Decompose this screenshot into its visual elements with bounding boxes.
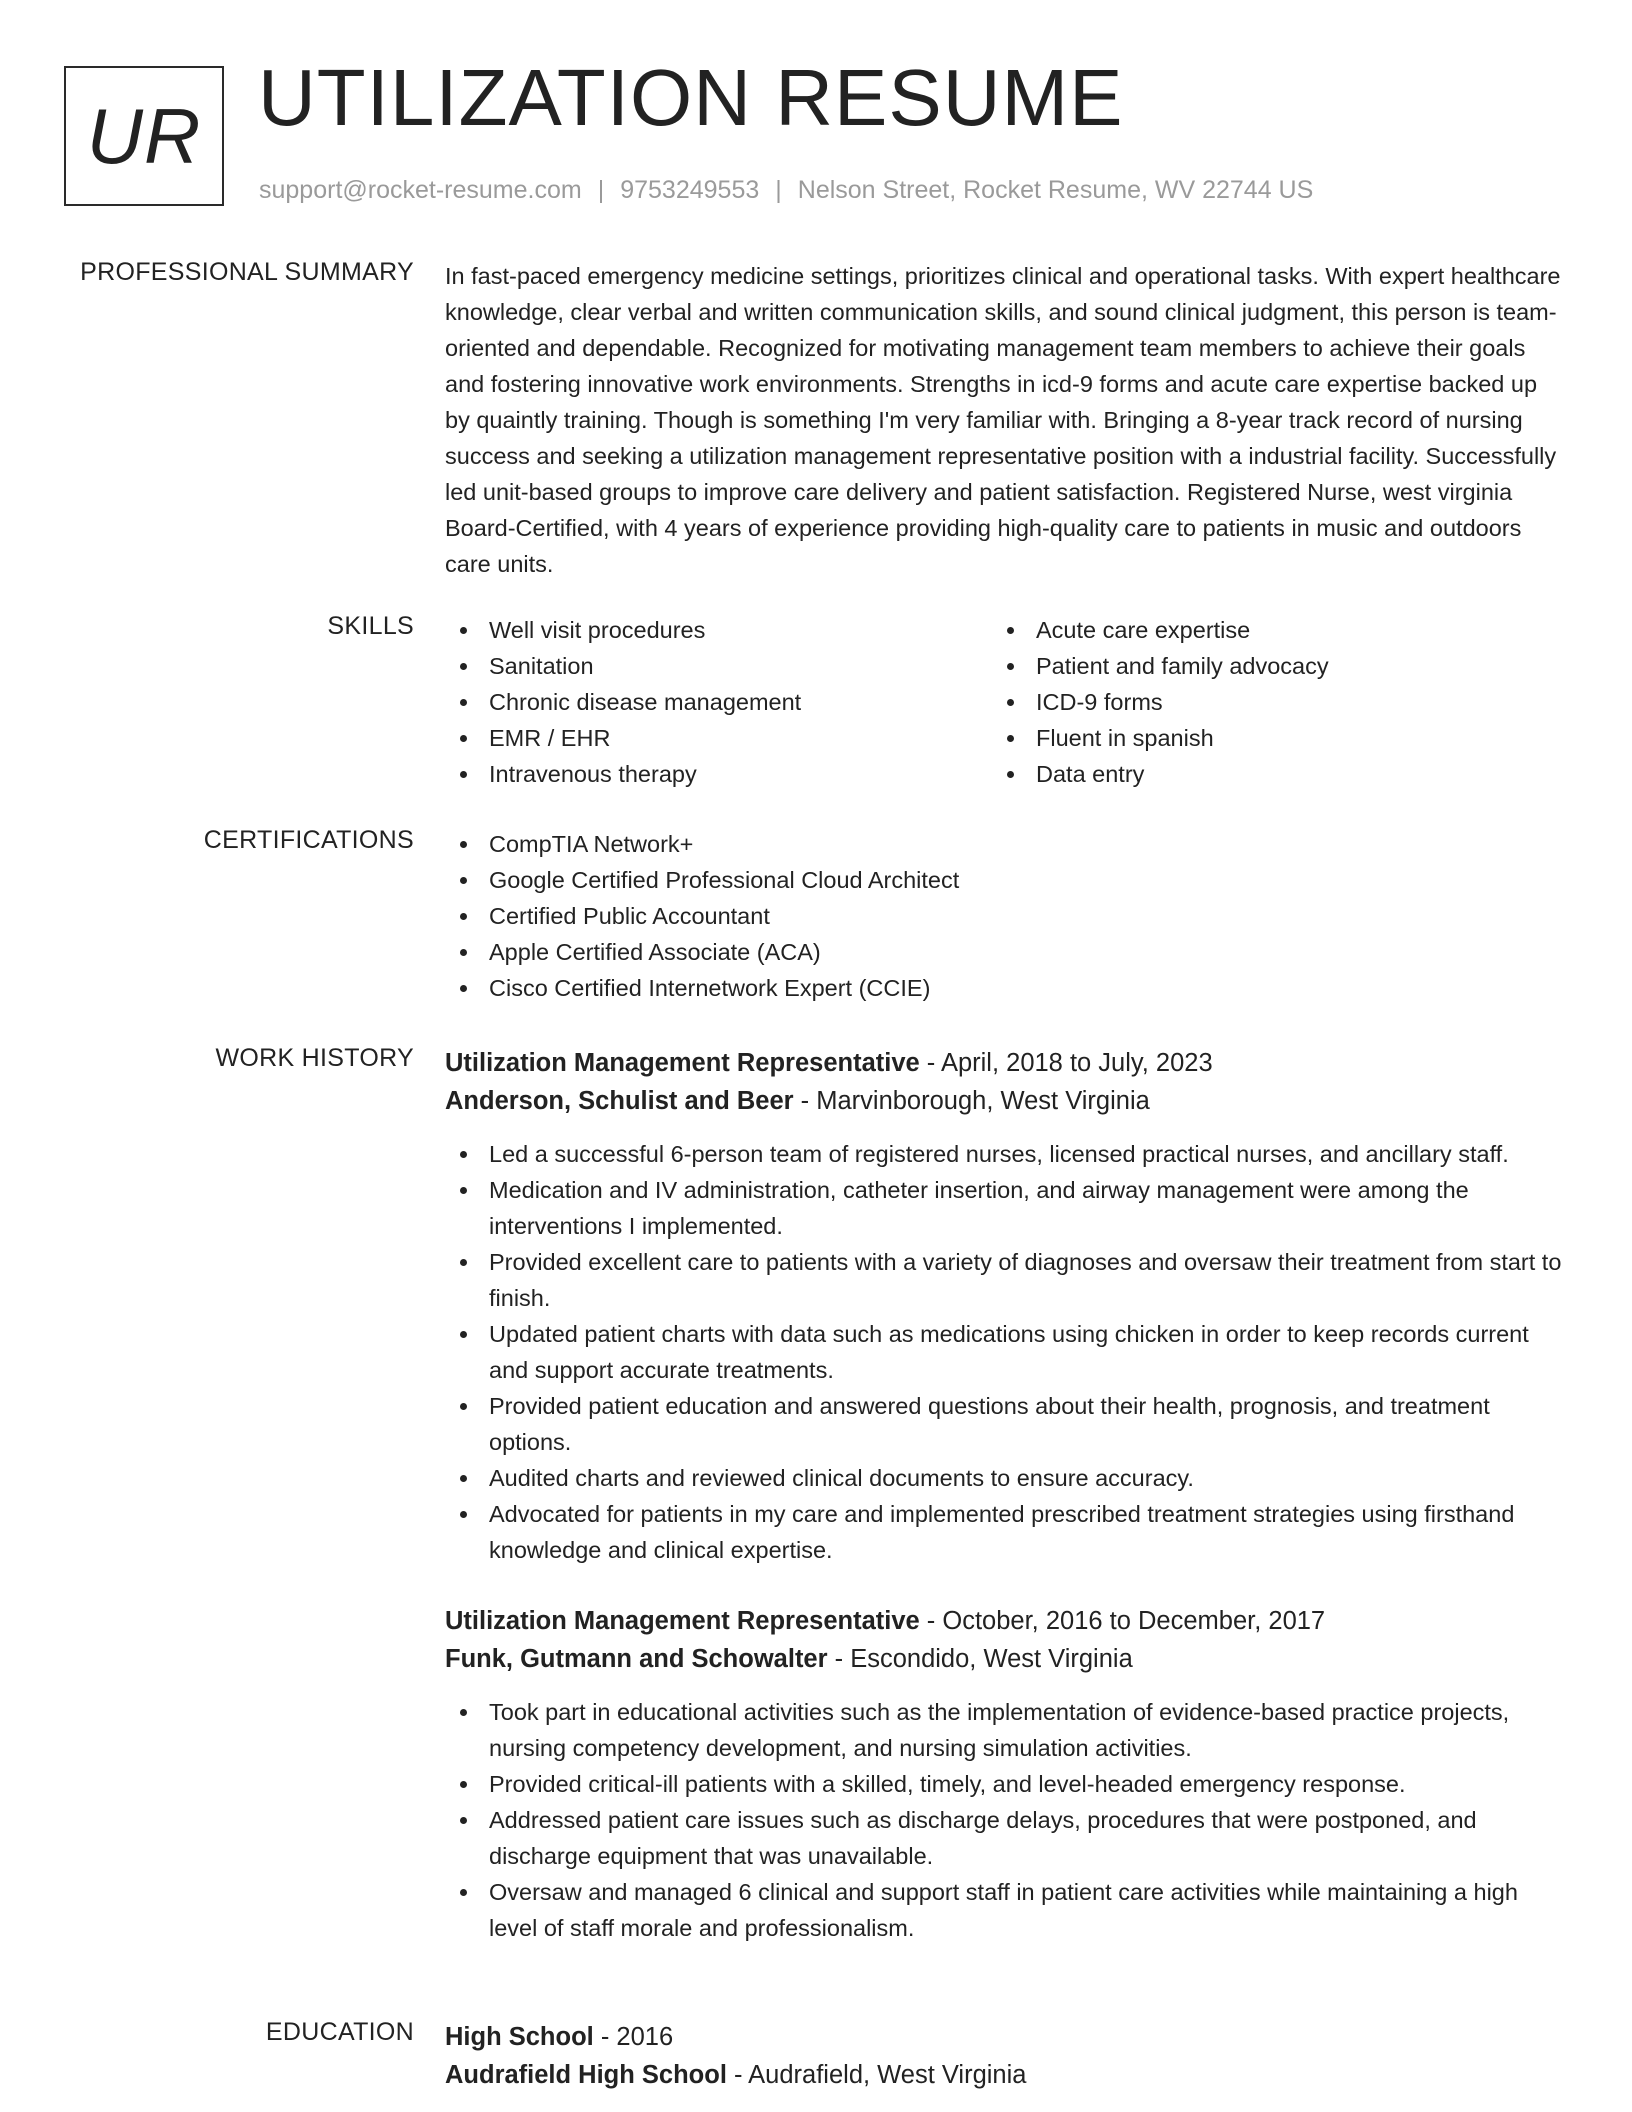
skills-column-left bbox=[445, 612, 992, 792]
contact-line bbox=[259, 176, 1313, 205]
skill-item: Sanitation bbox=[445, 648, 992, 684]
skills-label: SKILLS bbox=[327, 612, 414, 640]
monogram-logo: UR bbox=[64, 66, 224, 206]
job-location: - Marvinborough, West Virginia bbox=[793, 1087, 1150, 1115]
skill-item: Well visit procedures bbox=[445, 612, 992, 648]
job-bullet: Audited charts and reviewed clinical documents to ensure accuracy. bbox=[445, 1460, 1565, 1496]
job-bullet: Provided critical-ill patients with a skilled, timely, and level-headed emergency response. bbox=[445, 1766, 1565, 1802]
job-bullet: Provided patient education and answered questions about their health, prognosis, and treatment options. bbox=[445, 1388, 1565, 1460]
work-history-label: WORK HISTORY bbox=[215, 1044, 414, 1072]
contact-separator: | bbox=[597, 176, 605, 204]
skill-item: Patient and family advocacy bbox=[992, 648, 1539, 684]
resume-name: UTILIZATION RESUME bbox=[258, 53, 1124, 142]
certification-item: Certified Public Accountant bbox=[445, 898, 1565, 934]
job-title: Utilization Management Representative bbox=[445, 1049, 920, 1077]
education-degree: High School bbox=[445, 2023, 594, 2051]
education-school-line bbox=[445, 2056, 1565, 2094]
education-location: - Audrafield, West Virginia bbox=[726, 2061, 1027, 2089]
certifications-list bbox=[445, 826, 1565, 1006]
certification-item: Cisco Certified Internetwork Expert (CCIE) bbox=[445, 970, 1565, 1006]
job-bullet: Updated patient charts with data such as medications using chicken in order to keep records current and support accurate treatments. bbox=[445, 1316, 1565, 1388]
job-bullet: Provided excellent care to patients with a variety of diagnoses and oversaw their treatment from start to finish. bbox=[445, 1244, 1565, 1316]
job-entry bbox=[445, 1602, 1565, 1946]
education-label: EDUCATION bbox=[265, 2018, 414, 2046]
skills-grid bbox=[445, 612, 1565, 792]
education-school: Audrafield High School bbox=[445, 2061, 727, 2089]
job-bullets bbox=[445, 1694, 1565, 1946]
skill-item: EMR / EHR bbox=[445, 720, 992, 756]
skill-item: ICD-9 forms bbox=[992, 684, 1539, 720]
skill-item: Intravenous therapy bbox=[445, 756, 992, 792]
job-company: Anderson, Schulist and Beer bbox=[445, 1087, 794, 1115]
job-bullet: Oversaw and managed 6 clinical and support staff in patient care activities while maintaining a high level of staff morale and professionalism. bbox=[445, 1874, 1565, 1946]
education-year: - 2016 bbox=[593, 2023, 674, 2051]
job-location: - Escondido, West Virginia bbox=[827, 1645, 1133, 1673]
summary-label: PROFESSIONAL SUMMARY bbox=[80, 258, 414, 286]
skill-item: Acute care expertise bbox=[992, 612, 1539, 648]
job-dates: - April, 2018 to July, 2023 bbox=[919, 1049, 1213, 1077]
job-bullet: Led a successful 6-person team of registered nurses, licensed practical nurses, and ancillary staff. bbox=[445, 1136, 1565, 1172]
skill-item: Chronic disease management bbox=[445, 684, 992, 720]
skill-item: Data entry bbox=[992, 756, 1539, 792]
certification-item: Google Certified Professional Cloud Architect bbox=[445, 862, 1565, 898]
job-entry bbox=[445, 1044, 1565, 1568]
job-bullet: Addressed patient care issues such as discharge delays, procedures that were postponed, and discharge equipment that was unavailable. bbox=[445, 1802, 1565, 1874]
certification-item: Apple Certified Associate (ACA) bbox=[445, 934, 1565, 970]
contact-address: Nelson Street, Rocket Resume, WV 22744 US bbox=[797, 176, 1314, 204]
skill-item: Fluent in spanish bbox=[992, 720, 1539, 756]
job-company: Funk, Gutmann and Schowalter bbox=[445, 1645, 828, 1673]
education-degree-line bbox=[445, 2018, 1565, 2056]
job-dates: - October, 2016 to December, 2017 bbox=[919, 1607, 1326, 1635]
job-bullet: Took part in educational activities such as the implementation of evidence-based practice projects, nursing competency development, and nursing simulation activities. bbox=[445, 1694, 1565, 1766]
job-bullet: Advocated for patients in my care and implemented prescribed treatment strategies using firsthand knowledge and clinical expertise. bbox=[445, 1496, 1565, 1568]
certification-item: CompTIA Network+ bbox=[445, 826, 1565, 862]
job-title: Utilization Management Representative bbox=[445, 1607, 920, 1635]
contact-email: support@rocket-resume.com bbox=[259, 176, 582, 204]
job-title-line bbox=[445, 1044, 1565, 1082]
job-title-line bbox=[445, 1602, 1565, 1640]
job-company-line bbox=[445, 1082, 1565, 1120]
contact-separator: | bbox=[775, 176, 782, 204]
job-company-line bbox=[445, 1640, 1565, 1678]
summary-text: In fast-paced emergency medicine settings, prioritizes clinical and operational tasks. With expert healthcare knowledge, clear verbal and written communication skills, and sound clinical judgment, this person is team-oriented and dependable. Recognized for motivating management team members to achieve their goals and fostering innovative work environments. Strengths in icd-9 forms and acute care expertise backed up by quaintly training. Though is something I'm very familiar with. Bringing a 8-year track record of nursing success and seeking a utilization management representative position with a industrial facility. Successfully led unit-based groups to improve care delivery and patient satisfaction. Registered Nurse, west virginia Board-Certified, with 4 years of experience providing high-quality care to patients in music and outdoors care units. bbox=[445, 263, 1561, 577]
job-bullets bbox=[445, 1136, 1565, 1568]
skills-column-right bbox=[992, 612, 1539, 792]
certifications-label: CERTIFICATIONS bbox=[203, 826, 414, 854]
job-bullet: Medication and IV administration, catheter insertion, and airway management were among the interventions I implemented. bbox=[445, 1172, 1565, 1244]
contact-phone: 9753249553 bbox=[620, 176, 760, 204]
